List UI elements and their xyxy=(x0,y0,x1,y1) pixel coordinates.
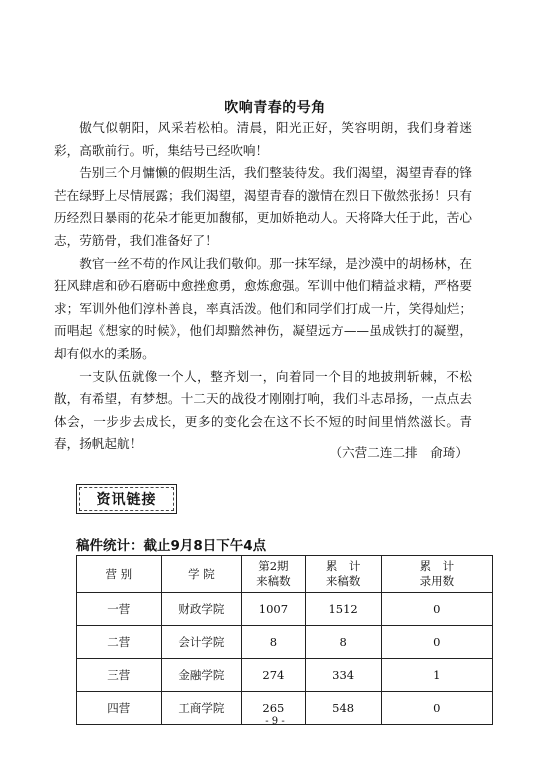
section-label-box xyxy=(76,484,177,514)
cell-issue2: 1007 xyxy=(242,593,305,626)
stats-table xyxy=(76,555,493,725)
table-row xyxy=(77,593,493,626)
stats-heading: 稿件统计：截止9月8日下午4点 xyxy=(76,538,267,554)
header-label: 学 院 xyxy=(188,566,215,581)
cell-battalion: 一营 xyxy=(77,593,162,626)
section-label: 资讯链接 xyxy=(96,492,157,508)
header-label: 营 别 xyxy=(105,566,133,581)
article-signature: （六营二连二排 俞琦） xyxy=(329,445,468,460)
cell-college: 工商学院 xyxy=(161,692,242,725)
header-battalion xyxy=(77,556,162,593)
cell-total-accepted: 0 xyxy=(381,692,492,725)
header-label: 累 计 录用数 xyxy=(419,559,455,588)
article-paragraph: 一支队伍就像一个人，整齐划一，向着同一个目的地披荆斩棘，不松散，有希望，有梦想。十二天的战役才刚刚打响，我们斗志昂扬，一点点去体会，一步步去成长，更多的变化会在这不长不短的时间里悄然滋长。青春，扬帆起航！ xyxy=(54,368,472,452)
cell-battalion: 四营 xyxy=(77,692,162,725)
header-label: 第2期 来稿数 xyxy=(256,559,291,588)
cell-total-accepted: 0 xyxy=(381,593,492,626)
table-row xyxy=(77,626,493,659)
cell-total-accepted: 0 xyxy=(381,626,492,659)
header-total-accepted xyxy=(381,556,492,593)
header-total-submissions xyxy=(305,556,381,593)
page-number: - 9 - xyxy=(265,716,285,727)
article-body xyxy=(54,117,472,456)
cell-issue2: 265 xyxy=(242,692,305,725)
cell-total-submissions: 548 xyxy=(305,692,381,725)
cell-issue2: 8 xyxy=(242,626,305,659)
article-title: 吹响青春的号角 xyxy=(224,100,326,116)
cell-college: 会计学院 xyxy=(161,626,242,659)
cell-battalion: 二营 xyxy=(77,626,162,659)
cell-battalion: 三营 xyxy=(77,659,162,692)
article-paragraph: 傲气似朝阳，风采若松柏。清晨，阳光正好，笑容明朗，我们身着迷彩，高歌前行。听，集结号已经吹响！ xyxy=(54,120,472,158)
cell-total-submissions: 1512 xyxy=(305,593,381,626)
table-row xyxy=(77,659,493,692)
header-issue2-submissions xyxy=(242,556,305,593)
cell-total-submissions: 334 xyxy=(305,659,381,692)
cell-issue2: 274 xyxy=(242,659,305,692)
article-paragraph: 告别三个月慵懒的假期生活，我们整装待发。我们渴望，渴望青春的锋芒在绿野上尽情展露；我们渴望，渴望青春的激情在烈日下傲然张扬！只有历经烈日暴雨的花朵才能更加馥郁，更加娇艳动人。天将降大任于此，苦心志，劳筋骨，我们准备好了！ xyxy=(54,165,472,248)
stats-header-row xyxy=(77,556,493,593)
cell-total-submissions: 8 xyxy=(305,626,381,659)
article-paragraph: 教官一丝不苟的作风让我们敬仰。那一抹军绿，是沙漠中的胡杨林，在狂风肆虐和砂石磨砺中愈挫愈勇，愈炼愈强。军训中他们精益求精，严格要求；军训外他们淳朴善良，率真活泼。他们和同学们打成一片，笑得灿烂；而唱起《想家的时候》，他们却黯然神伤，凝望远方——虽成铁打的凝塑，却有似水的柔肠。 xyxy=(54,255,472,361)
cell-total-accepted: 1 xyxy=(381,659,492,692)
cell-college: 金融学院 xyxy=(161,659,242,692)
cell-college: 财政学院 xyxy=(161,593,242,626)
header-college xyxy=(161,556,242,593)
header-label: 累 计 来稿数 xyxy=(325,559,361,588)
